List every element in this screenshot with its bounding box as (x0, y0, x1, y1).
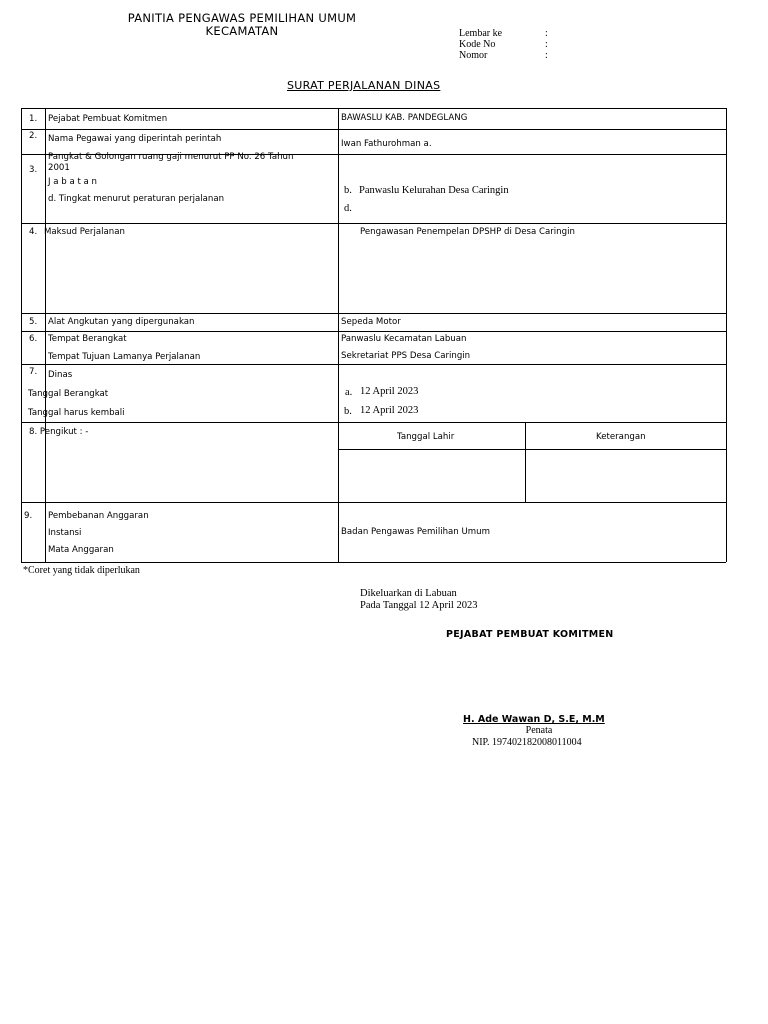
row4-value: Pengawasan Penempelan DPSHP di Desa Caringin (360, 227, 575, 237)
row3-value-jabatan: Panwaslu Kelurahan Desa Caringin (359, 185, 509, 196)
row7-value-b-prefix: b. (344, 406, 352, 417)
row8-col-keterangan: Keterangan (596, 432, 646, 442)
row4-label: Maksud Perjalanan (44, 227, 125, 237)
row3-label-pangkat-year: 2001 (48, 163, 70, 173)
signatory-title: PEJABAT PEMBUAT KOMITMEN (446, 629, 614, 640)
row1-label: Pejabat Pembuat Komitmen (48, 114, 168, 124)
row7-value-a-prefix: a. (345, 387, 353, 398)
document-title: SURAT PERJALANAN DINAS (287, 79, 441, 92)
org-line-2: KECAMATAN (205, 24, 279, 38)
meta-sep-nomor: : (545, 50, 548, 61)
row6-number: 6. (29, 334, 38, 344)
row6-value-berangkat: Panwaslu Kecamatan Labuan (341, 334, 467, 344)
row5-label: Alat Angkutan yang dipergunakan (48, 317, 195, 327)
row8-col-tanggal-lahir: Tanggal Lahir (397, 432, 455, 442)
row3-number: 3. (29, 165, 38, 175)
row7-label-kembali: Tanggal harus kembali (28, 408, 125, 418)
signatory-nip: NIP. 197402182008011004 (472, 737, 582, 748)
row9-label-instansi: Instansi (48, 528, 82, 538)
org-line-1: PANITIA PENGAWAS PEMILIHAN UMUM (127, 11, 357, 25)
row1-value: BAWASLU KAB. PANDEGLANG (341, 113, 468, 123)
row3-value-b-prefix: b. (344, 185, 352, 196)
row2-value: Iwan Fathurohman a. (341, 139, 432, 149)
meta-sep-kode: : (545, 39, 548, 50)
row3-label-pangkat: Pangkat & Golongan ruang gaji menurut PP No. 26 Tahun (48, 152, 294, 162)
signatory-rank: Penata (525, 725, 553, 736)
row9-number: 9. (24, 511, 33, 521)
row1-number: 1. (29, 114, 38, 124)
row3-label-jabatan: J a b a t a n (48, 177, 97, 187)
row7-label-dinas: Dinas (48, 370, 73, 380)
row9-label-pembebanan: Pembebanan Anggaran (48, 511, 149, 521)
row7-value-kembali: 12 April 2023 (360, 405, 419, 416)
row5-value: Sepeda Motor (341, 317, 401, 327)
row2-number: 2. (29, 131, 38, 141)
meta-label-kode: Kode No (459, 39, 496, 50)
row5-number: 5. (29, 317, 38, 327)
issued-place: Dikeluarkan di Labuan (360, 588, 457, 599)
row6-label-tujuan: Tempat Tujuan Lamanya Perjalanan (48, 352, 201, 362)
row7-label-berangkat: Tanggal Berangkat (28, 389, 109, 399)
issued-date: Pada Tanggal 12 April 2023 (360, 600, 478, 611)
row8-label: 8. Pengikut : - (29, 427, 89, 437)
meta-label-lembar: Lembar ke (459, 28, 503, 39)
row9-value-instansi: Badan Pengawas Pemilihan Umum (341, 527, 490, 537)
signatory-name: H. Ade Wawan D, S.E, M.M (463, 714, 605, 725)
row7-value-berangkat: 12 April 2023 (360, 386, 419, 397)
row7-number: 7. (29, 367, 38, 377)
meta-sep-lembar: : (545, 28, 548, 39)
footnote: *Coret yang tidak diperlukan (23, 565, 140, 576)
row4-number: 4. (29, 227, 38, 237)
row2-label: Nama Pegawai yang diperintah perintah (48, 134, 222, 144)
meta-label-nomor: Nomor (459, 50, 488, 61)
row6-value-tujuan: Sekretariat PPS Desa Caringin (341, 351, 471, 361)
row6-label-berangkat: Tempat Berangkat (48, 334, 127, 344)
row9-label-mata-anggaran: Mata Anggaran (48, 545, 114, 555)
row3-label-tingkat: d. Tingkat menurut peraturan perjalanan (48, 194, 225, 204)
row3-value-d-prefix: d. (344, 203, 352, 214)
